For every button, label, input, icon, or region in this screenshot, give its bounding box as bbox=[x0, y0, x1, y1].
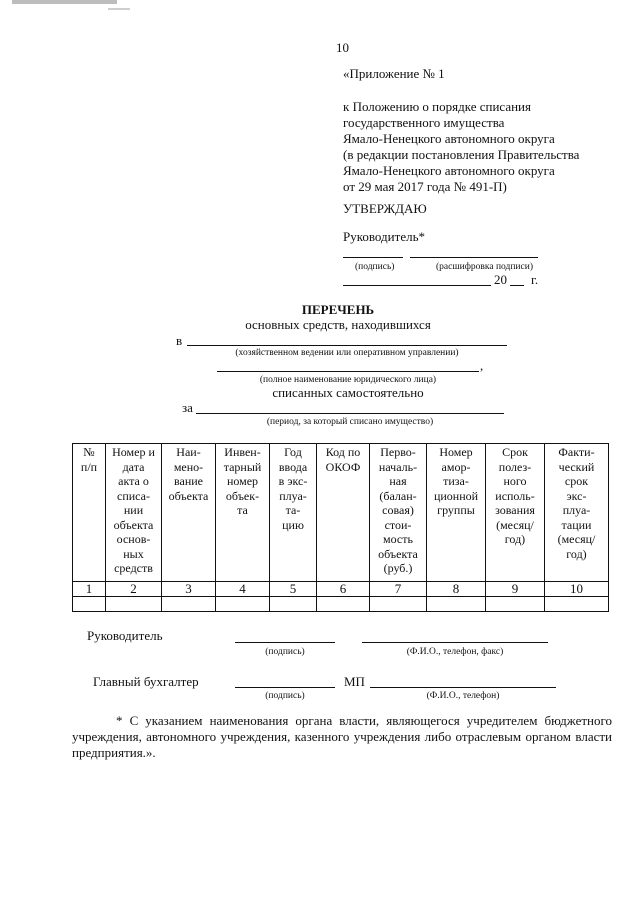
col-header-initial-cost: Перво- началь- ная (балан- совая) стои- мость объекта (руб.) bbox=[370, 444, 427, 582]
table-header-row bbox=[73, 444, 609, 582]
table-row bbox=[73, 597, 609, 612]
page-number: 10 bbox=[336, 40, 349, 55]
table-cell bbox=[106, 597, 162, 612]
accountant-name-hint: (Ф.И.О., телефон) bbox=[426, 691, 500, 701]
approve-head: Руководитель* bbox=[343, 229, 425, 244]
table-cell bbox=[545, 597, 609, 612]
period-line bbox=[196, 413, 504, 414]
table-cell bbox=[317, 597, 370, 612]
entity-comma: , bbox=[480, 358, 484, 373]
accountant-label: Главный бухгалтер bbox=[93, 674, 199, 689]
management-line bbox=[187, 345, 507, 346]
entity-hint: (полное наименование юридического лица) bbox=[259, 375, 437, 385]
table-cell bbox=[427, 597, 486, 612]
signature-line bbox=[343, 257, 403, 258]
column-number: 2 bbox=[106, 582, 162, 597]
head-name-line bbox=[362, 642, 548, 643]
date-line bbox=[343, 285, 491, 286]
col-header-number: № п/п bbox=[73, 444, 106, 582]
appendix-reference bbox=[343, 99, 579, 195]
table-number-row bbox=[73, 582, 609, 597]
decode-line bbox=[410, 257, 538, 258]
period-hint: (период, за который списано имущество) bbox=[266, 417, 434, 427]
table-cell bbox=[162, 597, 216, 612]
scan-artifact bbox=[12, 0, 117, 4]
decode-hint: (расшифровка подписи) bbox=[436, 262, 533, 272]
col-header-actual-life: Факти- ческий срок экс- плуа- тации (месяц/ год) bbox=[545, 444, 609, 582]
col-header-useful-life: Срок полез- ного исполь- зования (месяц/ год) bbox=[486, 444, 545, 582]
written-off-label: списанных самостоятельно bbox=[272, 385, 424, 400]
approve-label: УТВЕРЖДАЮ bbox=[343, 201, 427, 216]
table-cell bbox=[270, 597, 317, 612]
column-number: 5 bbox=[270, 582, 317, 597]
stamp-label: МП bbox=[344, 674, 365, 689]
head-sign-hint: (подпись) bbox=[265, 647, 305, 657]
appendix-ref-line: от 29 мая 2017 года № 491-П) bbox=[343, 179, 507, 194]
column-number: 4 bbox=[216, 582, 270, 597]
col-header-inventory: Инвен- тарный номер объек- та bbox=[216, 444, 270, 582]
head-signature-line bbox=[235, 642, 335, 643]
year-prefix: 20 bbox=[494, 272, 507, 287]
column-number: 6 bbox=[317, 582, 370, 597]
col-header-commission-year: Год ввода в экс- плуа- та- цию bbox=[270, 444, 317, 582]
column-number: 7 bbox=[370, 582, 427, 597]
accountant-signature-line bbox=[235, 687, 335, 688]
fixed-assets-table bbox=[72, 443, 609, 612]
column-number: 10 bbox=[545, 582, 609, 597]
appendix-ref-line: Ямало-Ненецкого автономного округа bbox=[343, 131, 555, 146]
column-number: 8 bbox=[427, 582, 486, 597]
period-prefix: за bbox=[182, 400, 193, 415]
footnote: * С указанием наименования органа власти, являющегося учредителем бюджетного учреждения, автономного учреждения, казенного учреждения либо отраслевым органом власти предприятия.». bbox=[72, 713, 612, 760]
in-prefix: в bbox=[176, 333, 183, 348]
accountant-name-line bbox=[370, 687, 556, 688]
column-number: 9 bbox=[486, 582, 545, 597]
column-number: 1 bbox=[73, 582, 106, 597]
accountant-sign-hint: (подпись) bbox=[265, 691, 305, 701]
table-cell bbox=[486, 597, 545, 612]
appendix-ref-line: Ямало-Ненецкого автономного округа bbox=[343, 163, 555, 178]
list-title: ПЕРЕЧЕНЬ bbox=[301, 302, 375, 317]
appendix-title: «Приложение № 1 bbox=[343, 66, 445, 81]
appendix-ref-line: к Положению о порядке списания bbox=[343, 99, 531, 114]
head-label: Руководитель bbox=[87, 628, 163, 643]
col-header-act: Номер и дата акта о списа- нии объекта основ- ных средств bbox=[106, 444, 162, 582]
list-subtitle: основных средств, находившихся bbox=[245, 317, 431, 332]
scan-artifact bbox=[108, 8, 130, 10]
management-hint: (хозяйственном ведении или оперативном управлении) bbox=[235, 348, 459, 358]
col-header-name: Наи- мено- вание объекта bbox=[162, 444, 216, 582]
head-name-hint: (Ф.И.О., телефон, факс) bbox=[406, 647, 504, 657]
signature-hint: (подпись) bbox=[355, 262, 395, 272]
table-cell bbox=[73, 597, 106, 612]
appendix-ref-line: (в редакции постановления Правительства bbox=[343, 147, 580, 162]
appendix-ref-line: государственного имущества bbox=[343, 115, 505, 130]
column-number: 3 bbox=[162, 582, 216, 597]
year-suffix: г. bbox=[531, 272, 539, 287]
table-cell bbox=[370, 597, 427, 612]
col-header-depreciation-group: Номер амор- тиза- ционной группы bbox=[427, 444, 486, 582]
col-header-okof: Код по ОКОФ bbox=[317, 444, 370, 582]
table-cell bbox=[216, 597, 270, 612]
year-line bbox=[510, 285, 524, 286]
entity-line bbox=[217, 371, 479, 372]
